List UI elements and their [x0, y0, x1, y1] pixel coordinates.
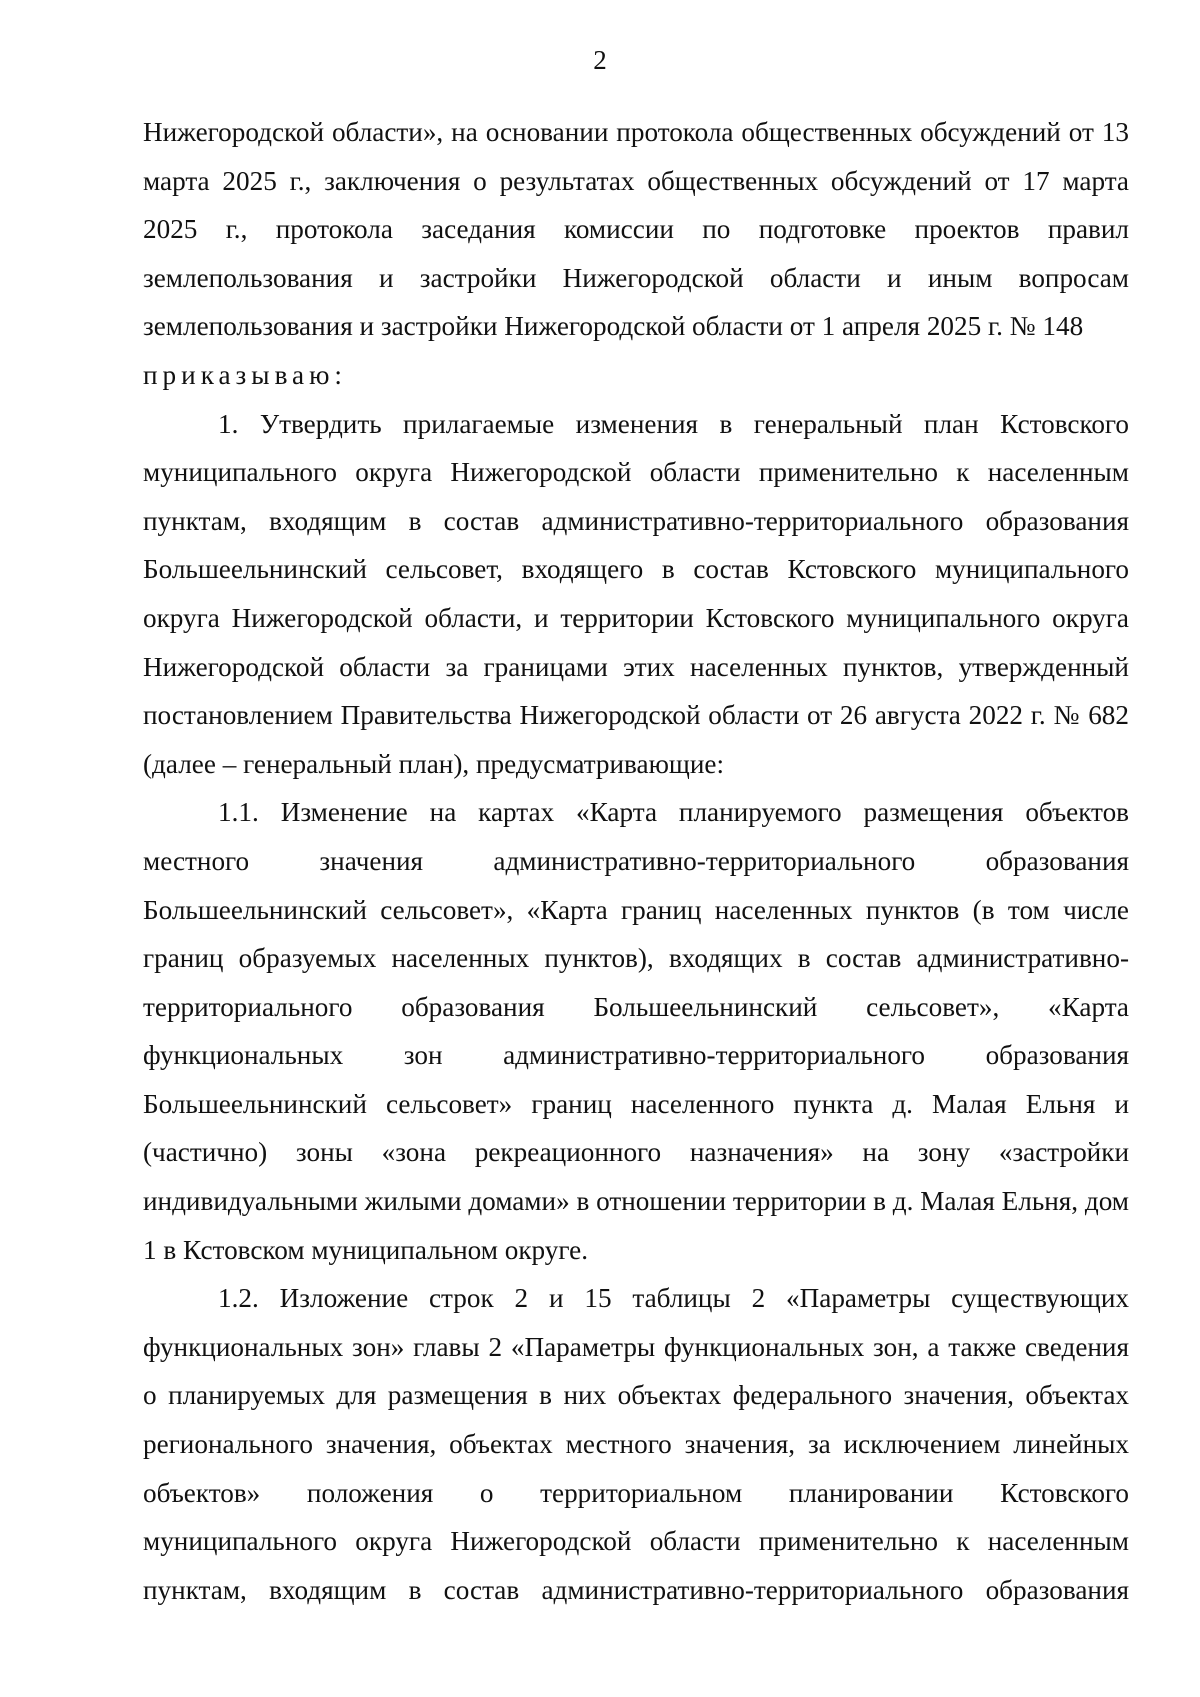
paragraph-item-1: 1. Утвердить прилагаемые изменения в генеральный план Кстовского муниципального округа Нижегородской области применительно к населенным пунктам, входящим в состав административно-территориального образования Большеельнинский сельсовет, входящего в состав Кстовского муниципального округа Нижегородской области, и территории Кстовского муниципального округа Нижегородской области за границами этих населенных пунктов, утвержденный постановлением Правительства Нижегородской области от 26 августа 2022 г. № 682 (далее – генеральный план), предусматривающие: — [143, 408, 1129, 779]
paragraph-order-word: приказываю: — [143, 359, 347, 390]
page-number: 2 — [593, 45, 607, 75]
document-body — [143, 108, 1129, 1614]
paragraph-preamble: Нижегородской области», на основании протокола общественных обсуждений от 13 марта 2025 г., заключения о результатах общественных обсуждений от 17 марта 2025 г., протокола заседания комиссии по подготовке проектов правил землепользования и застройки Нижегородской области и иным вопросам землепользования и застройки Нижегородской области от 1 апреля 2025 г. № 148 — [143, 117, 1129, 342]
paragraph-item-1-1: 1.1. Изменение на картах «Карта планируемого размещения объектов местного значения административно-территориального образования Большеельнинский сельсовет», «Карта границ населенных пунктов (в том числе границ образуемых населенных пунктов), входящих в состав административно-территориального образования Большеельнинский сельсовет», «Карта функциональных зон административно-территориального образования Большеельнинский сельсовет» границ населенного пункта д. Малая Ельня и (частично) зоны «зона рекреационного назначения» на зону «застройки индивидуальными жилыми домами» в отношении территории в д. Малая Ельня, дом 1 в Кстовском муниципальном округе. — [143, 797, 1129, 1265]
paragraph-item-1-2: 1.2. Изложение строк 2 и 15 таблицы 2 «Параметры существующих функциональных зон» главы 2 «Параметры функциональных зон, а также сведения о планируемых для размещения в них объектах федерального значения, объектах регионального значения, объектах местного значения, за исключением линейных объектов» положения о территориальном планировании Кстовского муниципального округа Нижегородской области применительно к населенным пунктам, входящим в состав административно-территориального образования — [143, 1283, 1129, 1605]
